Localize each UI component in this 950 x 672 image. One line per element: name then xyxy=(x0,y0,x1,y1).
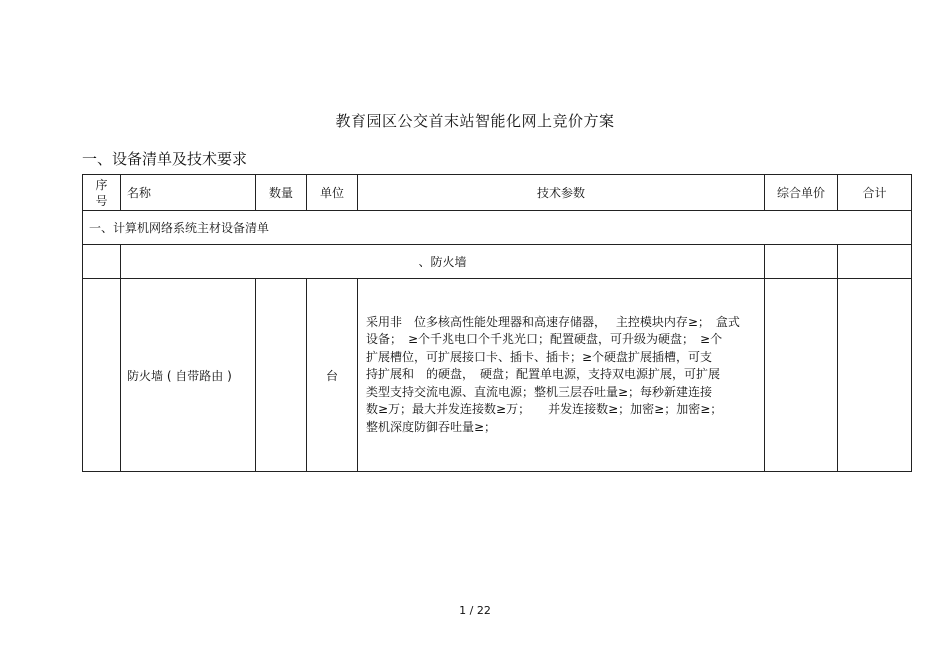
item-unit-price xyxy=(765,279,838,472)
item-total xyxy=(838,279,912,472)
header-unit-price: 综合单价 xyxy=(765,175,838,211)
item-seq xyxy=(83,279,121,472)
item-name: 防火墙 ( 自带路由 ) xyxy=(121,279,256,472)
equipment-table xyxy=(82,174,912,472)
category-label: 一、计算机网络系统主材设备清单 xyxy=(83,211,912,245)
spec-line: 扩展槽位，可扩展接口卡、插卡、插卡；≥个硬盘扩展插槽，可支 xyxy=(366,349,713,364)
spec-line: 类型支持交流电源、直流电源；整机三层吞吐量≥；每秒新建连接 xyxy=(366,384,713,399)
item-qty xyxy=(256,279,307,472)
subcategory-unit-price-cell xyxy=(765,245,838,279)
header-qty: 数量 xyxy=(256,175,307,211)
section-heading: 一、设备清单及技术要求 xyxy=(82,150,248,168)
document-title: 教育园区公交首末站智能化网上竞价方案 xyxy=(335,112,615,130)
header-unit: 单位 xyxy=(307,175,358,211)
spec-line: 持扩展和 的硬盘， 硬盘；配置单电源，支持双电源扩展，可扩展 xyxy=(366,367,721,382)
spec-line: 采用非 位多核高性能处理器和高速存储器， 主控模块内存≥； 盒式 xyxy=(366,314,740,329)
header-specs: 技术参数 xyxy=(358,175,765,211)
subcategory-label: 、防火墙 xyxy=(121,245,765,279)
subcategory-row xyxy=(83,245,912,279)
subcategory-seq-cell xyxy=(83,245,121,279)
header-total: 合计 xyxy=(838,175,912,211)
page-number: 1 / 22 xyxy=(459,604,491,617)
table-header-row xyxy=(83,175,912,211)
header-seq: 序号 xyxy=(83,175,121,211)
subcategory-total-cell xyxy=(838,245,912,279)
header-name: 名称 xyxy=(121,175,256,211)
category-row xyxy=(83,211,912,245)
item-specs xyxy=(358,279,765,472)
item-unit: 台 xyxy=(307,279,358,472)
spec-line: 整机深度防御吞吐量≥； xyxy=(366,419,497,434)
spec-line: 数≥万；最大并发连接数≥万； 并发连接数≥；加密≥；加密≥； xyxy=(366,402,723,417)
table-row xyxy=(83,279,912,472)
spec-line: 设备； ≥个千兆电口个千兆光口；配置硬盘，可升级为硬盘； ≥个 xyxy=(366,332,723,347)
